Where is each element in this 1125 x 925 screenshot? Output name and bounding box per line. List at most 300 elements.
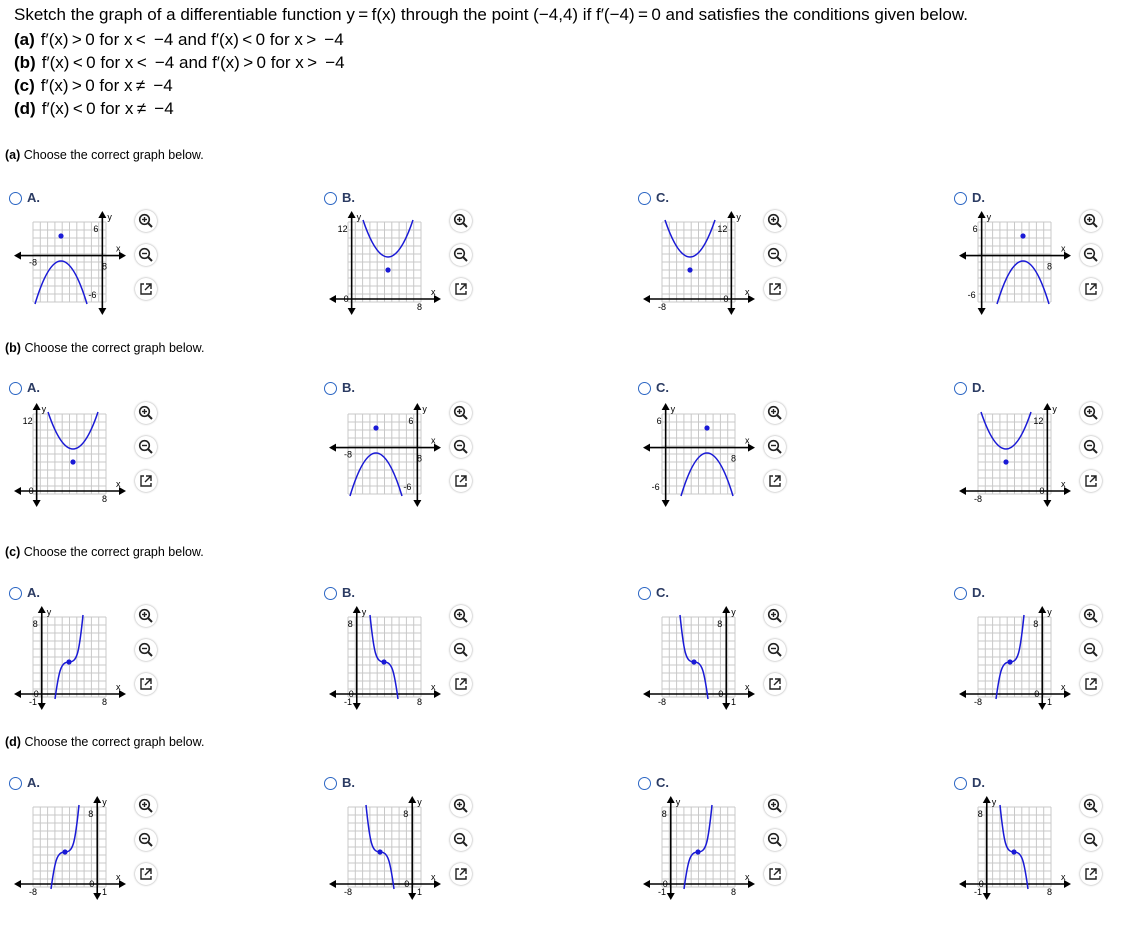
question-heading-a bbox=[5, 148, 204, 162]
option-d-a[interactable] bbox=[9, 777, 69, 793]
open-new-window-icon[interactable] bbox=[1080, 470, 1102, 492]
zoom-in-icon-glyph bbox=[764, 795, 786, 817]
option-graph bbox=[11, 605, 131, 710]
option-graph bbox=[326, 605, 446, 710]
x-axis-label: x bbox=[1061, 243, 1066, 254]
zoom-out-icon[interactable] bbox=[1080, 244, 1102, 266]
question-heading-d bbox=[5, 735, 204, 749]
critical-point bbox=[62, 849, 67, 854]
zoom-out-icon-glyph bbox=[1080, 639, 1102, 661]
open-new-window-icon[interactable] bbox=[1080, 673, 1102, 695]
open-new-window-icon[interactable] bbox=[135, 673, 157, 695]
x-axis-label: x bbox=[431, 287, 436, 297]
zoom-out-icon[interactable] bbox=[764, 829, 786, 851]
y-axis-label: y bbox=[46, 607, 52, 617]
graph-tools bbox=[764, 605, 788, 700]
option-b-a[interactable] bbox=[9, 382, 69, 398]
graph-tools bbox=[450, 605, 474, 700]
graph-tools bbox=[135, 402, 159, 497]
option-c-a[interactable] bbox=[9, 587, 69, 603]
radio-button[interactable] bbox=[324, 192, 337, 205]
open-new-window-icon-glyph bbox=[1080, 863, 1102, 885]
open-new-window-icon[interactable] bbox=[450, 863, 472, 885]
question-text: Choose the correct graph below. bbox=[23, 148, 204, 162]
y-axis-label: y bbox=[986, 212, 992, 222]
x-tick-label: -8 bbox=[974, 697, 983, 707]
radio-button[interactable] bbox=[324, 587, 337, 600]
graph-plot bbox=[956, 795, 1076, 900]
zoom-in-icon-glyph bbox=[764, 210, 786, 232]
grid bbox=[33, 617, 106, 697]
zoom-out-icon-glyph bbox=[1080, 829, 1102, 851]
condition-label: (a) bbox=[14, 30, 35, 49]
x-tick-label: -8 bbox=[658, 697, 667, 707]
radio-button[interactable] bbox=[954, 587, 967, 600]
zoom-out-icon-glyph bbox=[135, 639, 157, 661]
x-tick-label: -8 bbox=[29, 257, 38, 268]
y-tick-label: 6 bbox=[972, 224, 978, 234]
zoom-out-icon-glyph bbox=[135, 829, 157, 851]
y-tick-label: -6 bbox=[403, 482, 412, 492]
option-letter: D. bbox=[972, 190, 985, 205]
condition-text: f′(x) > 0 for x ≠ −4 bbox=[40, 76, 173, 95]
open-new-window-icon-glyph bbox=[135, 278, 157, 300]
y-axis-label: y bbox=[361, 607, 367, 617]
y-tick-label: 6 bbox=[408, 416, 414, 426]
zoom-in-icon-glyph bbox=[764, 605, 786, 627]
open-new-window-icon[interactable] bbox=[1080, 278, 1102, 300]
y-axis-label: y bbox=[1047, 607, 1052, 617]
radio-button[interactable] bbox=[638, 382, 651, 395]
zoom-in-icon[interactable] bbox=[1080, 210, 1102, 232]
graph-tools bbox=[1080, 795, 1104, 890]
option-d-c[interactable] bbox=[638, 777, 698, 793]
zoom-out-icon[interactable] bbox=[1080, 639, 1102, 661]
x-axis-label: x bbox=[1061, 682, 1066, 692]
graph-plot bbox=[640, 402, 760, 507]
y-axis-label: y bbox=[102, 797, 107, 807]
x-tick-label: -8 bbox=[344, 887, 353, 897]
zoom-in-icon-glyph bbox=[764, 402, 786, 424]
x-axis-label: x bbox=[745, 872, 750, 882]
option-graph bbox=[640, 795, 760, 900]
x-tick-label: -8 bbox=[658, 302, 667, 312]
origin-label: 0 bbox=[1034, 689, 1040, 699]
origin-label: 0 bbox=[404, 879, 410, 889]
zoom-in-icon[interactable] bbox=[135, 605, 157, 627]
zoom-in-icon[interactable] bbox=[135, 402, 157, 424]
open-new-window-icon-glyph bbox=[135, 470, 157, 492]
question-label: (c) bbox=[5, 545, 21, 559]
grid bbox=[978, 414, 1051, 494]
x-tick-label: 8 bbox=[731, 453, 737, 464]
function-curve bbox=[681, 453, 733, 496]
graph-plot bbox=[326, 795, 446, 900]
zoom-out-icon[interactable] bbox=[1080, 829, 1102, 851]
x-tick-label: 8 bbox=[417, 697, 423, 707]
graph-tools bbox=[764, 795, 788, 890]
y-tick-label: 8 bbox=[88, 809, 94, 819]
zoom-out-icon[interactable] bbox=[450, 244, 472, 266]
zoom-in-icon[interactable] bbox=[1080, 795, 1102, 817]
open-new-window-icon[interactable] bbox=[1080, 863, 1102, 885]
zoom-out-icon[interactable] bbox=[764, 244, 786, 266]
x-axis-label: x bbox=[116, 243, 121, 254]
open-new-window-icon[interactable] bbox=[450, 278, 472, 300]
function-curve bbox=[35, 261, 87, 304]
condition-d bbox=[14, 99, 174, 119]
critical-point bbox=[385, 267, 390, 272]
zoom-in-icon[interactable] bbox=[450, 402, 472, 424]
zoom-out-icon-glyph bbox=[1080, 436, 1102, 458]
x-axis-label: x bbox=[116, 479, 121, 489]
x-tick-label: -8 bbox=[29, 887, 38, 897]
y-axis-label: y bbox=[675, 797, 681, 807]
radio-button[interactable] bbox=[954, 777, 967, 790]
zoom-out-icon-glyph bbox=[764, 639, 786, 661]
graph-plot bbox=[956, 210, 1076, 315]
grid bbox=[33, 807, 106, 887]
critical-point bbox=[58, 233, 63, 238]
origin-label: 0 bbox=[1039, 486, 1045, 496]
condition-text: f′(x) > 0 for x < −4 and f′(x) < 0 for x > −4 bbox=[40, 30, 344, 49]
origin-label: 0 bbox=[33, 689, 39, 699]
grid bbox=[662, 222, 735, 302]
graph-tools bbox=[450, 795, 474, 890]
option-graph bbox=[640, 210, 760, 315]
x-tick-label: -1 bbox=[29, 697, 38, 707]
option-letter: A. bbox=[27, 775, 40, 790]
condition-label: (d) bbox=[14, 99, 36, 118]
zoom-in-icon[interactable] bbox=[764, 605, 786, 627]
open-new-window-icon-glyph bbox=[1080, 470, 1102, 492]
question-label: (a) bbox=[5, 148, 21, 162]
x-axis-label: x bbox=[431, 682, 436, 692]
graph-tools bbox=[1080, 402, 1104, 497]
graph-plot bbox=[640, 210, 760, 315]
option-graph bbox=[640, 605, 760, 710]
function-curve bbox=[997, 261, 1049, 304]
option-letter: D. bbox=[972, 585, 985, 600]
zoom-out-icon[interactable] bbox=[450, 436, 472, 458]
graph-tools bbox=[764, 402, 788, 497]
x-axis-label: x bbox=[1061, 479, 1066, 489]
x-tick-label: -8 bbox=[344, 449, 353, 460]
graph-plot bbox=[326, 605, 446, 710]
x-tick-label: 1 bbox=[417, 887, 423, 897]
y-tick-label: 6 bbox=[93, 224, 99, 234]
grid bbox=[662, 414, 735, 494]
critical-point bbox=[1007, 659, 1012, 664]
critical-point bbox=[687, 267, 692, 272]
x-axis-label: x bbox=[116, 682, 121, 692]
option-b-c[interactable] bbox=[638, 382, 698, 398]
zoom-out-icon-glyph bbox=[764, 436, 786, 458]
radio-button[interactable] bbox=[9, 192, 22, 205]
origin-label: 0 bbox=[343, 294, 349, 304]
graph-tools bbox=[135, 210, 159, 305]
zoom-out-icon-glyph bbox=[764, 829, 786, 851]
radio-button[interactable] bbox=[324, 777, 337, 790]
option-graph bbox=[640, 402, 760, 507]
question-heading-b bbox=[5, 341, 204, 355]
y-tick-label: 8 bbox=[347, 619, 353, 629]
zoom-out-icon[interactable] bbox=[764, 639, 786, 661]
option-letter: A. bbox=[27, 380, 40, 395]
zoom-in-icon-glyph bbox=[450, 210, 472, 232]
open-new-window-icon[interactable] bbox=[764, 470, 786, 492]
option-a-a[interactable] bbox=[9, 192, 69, 208]
open-new-window-icon[interactable] bbox=[135, 470, 157, 492]
x-tick-label: 1 bbox=[1047, 697, 1053, 707]
x-tick-label: -8 bbox=[974, 494, 983, 504]
option-letter: B. bbox=[342, 775, 355, 790]
zoom-out-icon-glyph bbox=[1080, 244, 1102, 266]
condition-text: f′(x) < 0 for x < −4 and f′(x) > 0 for x > −4 bbox=[41, 53, 345, 72]
zoom-out-icon-glyph bbox=[450, 639, 472, 661]
y-tick-label: -6 bbox=[88, 290, 97, 300]
y-axis-label: y bbox=[731, 607, 736, 617]
option-graph bbox=[326, 210, 446, 315]
y-axis-label: y bbox=[107, 212, 112, 222]
option-graph bbox=[11, 210, 131, 315]
zoom-in-icon[interactable] bbox=[764, 210, 786, 232]
option-letter: D. bbox=[972, 775, 985, 790]
radio-button[interactable] bbox=[954, 192, 967, 205]
radio-button[interactable] bbox=[324, 382, 337, 395]
open-new-window-icon-glyph bbox=[764, 673, 786, 695]
zoom-in-icon[interactable] bbox=[1080, 605, 1102, 627]
open-new-window-icon[interactable] bbox=[135, 863, 157, 885]
open-new-window-icon-glyph bbox=[450, 673, 472, 695]
open-new-window-icon-glyph bbox=[450, 470, 472, 492]
y-tick-label: 8 bbox=[717, 619, 723, 629]
zoom-in-icon[interactable] bbox=[764, 795, 786, 817]
x-tick-label: 8 bbox=[417, 453, 423, 464]
x-axis-label: x bbox=[116, 872, 121, 882]
zoom-out-icon[interactable] bbox=[135, 639, 157, 661]
option-c-b[interactable] bbox=[324, 587, 384, 603]
grid bbox=[662, 617, 735, 697]
zoom-in-icon-glyph bbox=[135, 605, 157, 627]
x-tick-label: 8 bbox=[102, 261, 108, 272]
zoom-in-icon-glyph bbox=[450, 605, 472, 627]
option-c-d[interactable] bbox=[954, 587, 1014, 603]
radio-button[interactable] bbox=[638, 192, 651, 205]
option-letter: D. bbox=[972, 380, 985, 395]
graph-plot bbox=[11, 605, 131, 710]
y-axis-label: y bbox=[1052, 404, 1057, 414]
critical-point bbox=[66, 659, 71, 664]
y-tick-label: 8 bbox=[661, 809, 667, 819]
option-letter: A. bbox=[27, 190, 40, 205]
x-tick-label: -1 bbox=[974, 887, 983, 897]
zoom-out-icon-glyph bbox=[450, 829, 472, 851]
x-axis-label: x bbox=[431, 872, 436, 882]
critical-point bbox=[381, 659, 386, 664]
graph-plot bbox=[11, 210, 131, 315]
open-new-window-icon[interactable] bbox=[764, 863, 786, 885]
y-axis-label: y bbox=[670, 404, 676, 414]
option-a-c[interactable] bbox=[638, 192, 698, 208]
radio-button[interactable] bbox=[954, 382, 967, 395]
condition-a bbox=[14, 30, 344, 50]
open-new-window-icon[interactable] bbox=[135, 278, 157, 300]
option-letter: C. bbox=[656, 585, 669, 600]
question-label: (d) bbox=[5, 735, 21, 749]
critical-point bbox=[70, 459, 75, 464]
grid bbox=[978, 617, 1051, 697]
zoom-in-icon-glyph bbox=[450, 795, 472, 817]
y-tick-label: 6 bbox=[656, 416, 662, 426]
y-axis-label: y bbox=[417, 797, 422, 807]
zoom-out-icon[interactable] bbox=[450, 639, 472, 661]
open-new-window-icon-glyph bbox=[135, 673, 157, 695]
zoom-out-icon-glyph bbox=[764, 244, 786, 266]
option-graph bbox=[11, 795, 131, 900]
graph-tools bbox=[764, 210, 788, 305]
open-new-window-icon[interactable] bbox=[450, 673, 472, 695]
option-letter: B. bbox=[342, 380, 355, 395]
zoom-out-icon[interactable] bbox=[450, 829, 472, 851]
option-letter: C. bbox=[656, 775, 669, 790]
option-graph bbox=[326, 795, 446, 900]
option-letter: B. bbox=[342, 585, 355, 600]
condition-label: (c) bbox=[14, 76, 35, 95]
graph-tools bbox=[450, 402, 474, 497]
zoom-in-icon-glyph bbox=[450, 402, 472, 424]
zoom-out-icon[interactable] bbox=[1080, 436, 1102, 458]
open-new-window-icon-glyph bbox=[764, 470, 786, 492]
critical-point bbox=[695, 849, 700, 854]
option-b-b[interactable] bbox=[324, 382, 384, 398]
open-new-window-icon[interactable] bbox=[764, 673, 786, 695]
option-letter: C. bbox=[656, 190, 669, 205]
graph-plot bbox=[11, 402, 131, 507]
x-tick-label: 8 bbox=[1047, 887, 1053, 897]
x-tick-label: 8 bbox=[417, 302, 423, 312]
y-axis-label: y bbox=[991, 797, 997, 807]
critical-point bbox=[377, 849, 382, 854]
x-tick-label: -1 bbox=[658, 887, 667, 897]
critical-point bbox=[1003, 459, 1008, 464]
zoom-in-icon[interactable] bbox=[450, 210, 472, 232]
y-tick-label: -6 bbox=[967, 290, 976, 300]
grid bbox=[662, 807, 735, 887]
graph-plot bbox=[640, 795, 760, 900]
option-graph bbox=[956, 210, 1076, 315]
origin-label: 0 bbox=[348, 689, 354, 699]
zoom-out-icon-glyph bbox=[135, 244, 157, 266]
zoom-out-icon[interactable] bbox=[135, 829, 157, 851]
zoom-in-icon-glyph bbox=[1080, 605, 1102, 627]
zoom-out-icon[interactable] bbox=[135, 436, 157, 458]
radio-button[interactable] bbox=[9, 587, 22, 600]
x-tick-label: 1 bbox=[731, 697, 737, 707]
zoom-out-icon[interactable] bbox=[135, 244, 157, 266]
radio-button[interactable] bbox=[638, 777, 651, 790]
zoom-in-icon[interactable] bbox=[135, 795, 157, 817]
zoom-in-icon[interactable] bbox=[1080, 402, 1102, 424]
y-axis-label: y bbox=[356, 212, 362, 222]
x-axis-label: x bbox=[745, 682, 750, 692]
option-b-d[interactable] bbox=[954, 382, 1014, 398]
origin-label: 0 bbox=[28, 486, 34, 496]
y-tick-label: 12 bbox=[1033, 416, 1044, 426]
radio-button[interactable] bbox=[9, 382, 22, 395]
condition-c bbox=[14, 76, 173, 96]
condition-label: (b) bbox=[14, 53, 36, 72]
zoom-in-icon-glyph bbox=[1080, 795, 1102, 817]
zoom-in-icon-glyph bbox=[1080, 210, 1102, 232]
radio-button[interactable] bbox=[638, 587, 651, 600]
critical-point bbox=[704, 425, 709, 430]
option-letter: B. bbox=[342, 190, 355, 205]
problem-prompt: Sketch the graph of a differentiable function y = f(x) through the point (−4,4) if f′(−4) = 0 and satisfies the conditions given below. bbox=[14, 5, 968, 24]
zoom-out-icon[interactable] bbox=[764, 436, 786, 458]
y-tick-label: 12 bbox=[337, 224, 348, 234]
question-text: Choose the correct graph below. bbox=[24, 735, 205, 749]
x-tick-label: 1 bbox=[102, 887, 108, 897]
zoom-in-icon[interactable] bbox=[135, 210, 157, 232]
open-new-window-icon-glyph bbox=[450, 278, 472, 300]
grid bbox=[348, 807, 421, 887]
origin-label: 0 bbox=[662, 879, 668, 889]
y-tick-label: 8 bbox=[977, 809, 983, 819]
option-d-d[interactable] bbox=[954, 777, 1014, 793]
x-axis-label: x bbox=[1061, 872, 1066, 882]
zoom-in-icon-glyph bbox=[135, 402, 157, 424]
option-a-b[interactable] bbox=[324, 192, 384, 208]
zoom-in-icon[interactable] bbox=[450, 795, 472, 817]
option-graph bbox=[11, 402, 131, 507]
grid bbox=[348, 617, 421, 697]
question-text: Choose the correct graph below. bbox=[24, 341, 205, 355]
zoom-in-icon-glyph bbox=[1080, 402, 1102, 424]
option-c-c[interactable] bbox=[638, 587, 698, 603]
graph-tools bbox=[1080, 210, 1104, 305]
origin-label: 0 bbox=[723, 294, 729, 304]
question-heading-c bbox=[5, 545, 204, 559]
y-axis-label: y bbox=[41, 404, 47, 414]
x-tick-label: 8 bbox=[102, 494, 108, 504]
radio-button[interactable] bbox=[9, 777, 22, 790]
critical-point bbox=[691, 659, 696, 664]
x-tick-label: 8 bbox=[102, 697, 108, 707]
option-d-b[interactable] bbox=[324, 777, 384, 793]
grid bbox=[978, 807, 1051, 887]
open-new-window-icon[interactable] bbox=[450, 470, 472, 492]
origin-label: 0 bbox=[718, 689, 724, 699]
zoom-in-icon[interactable] bbox=[764, 402, 786, 424]
grid bbox=[978, 222, 1051, 302]
y-tick-label: 8 bbox=[1033, 619, 1039, 629]
y-tick-label: 8 bbox=[32, 619, 38, 629]
graph-plot bbox=[956, 402, 1076, 507]
zoom-in-icon[interactable] bbox=[450, 605, 472, 627]
x-axis-label: x bbox=[431, 435, 436, 446]
condition-b bbox=[14, 53, 345, 73]
option-a-d[interactable] bbox=[954, 192, 1014, 208]
open-new-window-icon[interactable] bbox=[764, 278, 786, 300]
x-tick-label: 8 bbox=[1047, 261, 1053, 272]
graph-plot bbox=[11, 795, 131, 900]
question-text: Choose the correct graph below. bbox=[23, 545, 204, 559]
graph-plot bbox=[326, 402, 446, 507]
open-new-window-icon-glyph bbox=[1080, 673, 1102, 695]
x-axis-label: x bbox=[745, 287, 750, 297]
function-curve bbox=[350, 453, 402, 496]
